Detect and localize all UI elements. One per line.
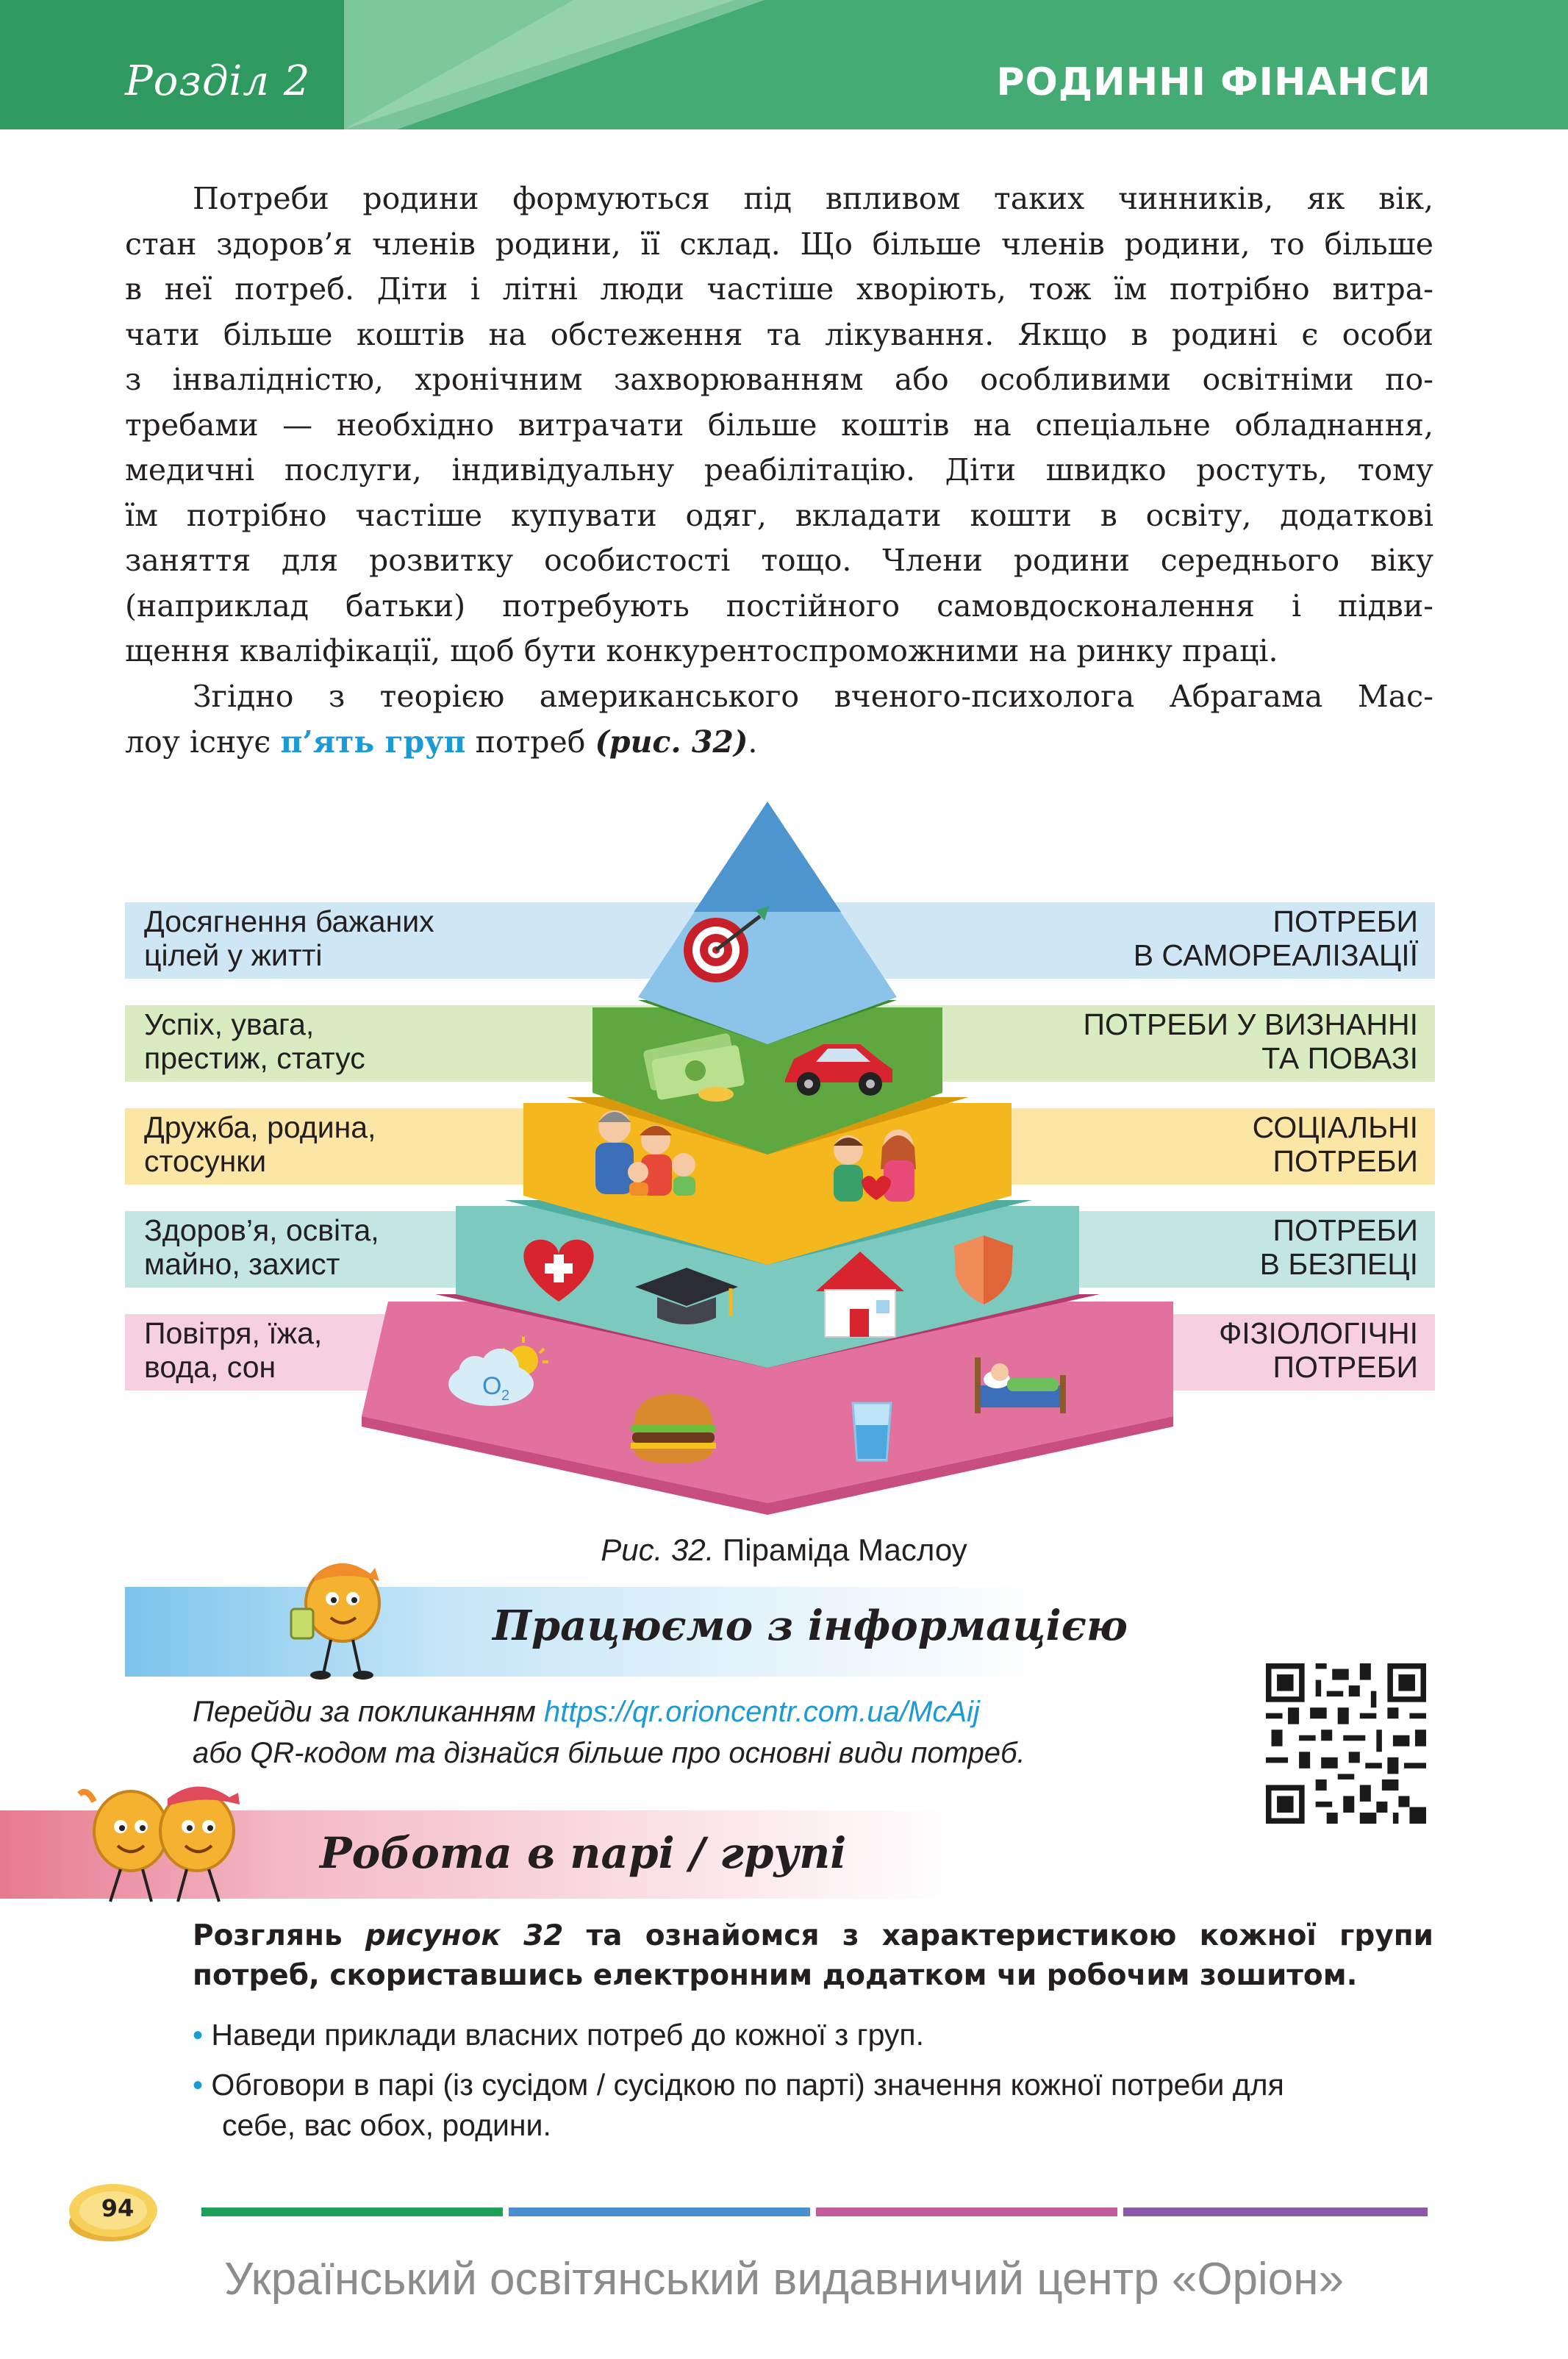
level-left-label: Досягнення бажаних цілей у житті bbox=[144, 904, 434, 972]
info-link[interactable]: https://qr.orioncentr.com.ua/McAij bbox=[543, 1696, 980, 1728]
bullet-item: • Наведи приклади власних потреб до кожної з груп. bbox=[193, 2018, 925, 2052]
level-left-label: Успіх, увага, престиж, статус bbox=[144, 1007, 365, 1075]
publisher-name: Український освітянський видавничий центр «Оріон» bbox=[223, 2254, 1345, 2305]
text-line: їм потрібно частіше купувати одяг, вкладати кошти в освіту, додаткові bbox=[125, 497, 1433, 533]
paragraph-needs-factors bbox=[125, 176, 1433, 674]
bullet-item: • Обговори в парі (із сусідом / сусідкою по парті) значення кожної потреби для себе, вас обох, родини. bbox=[193, 2068, 1284, 2142]
text-line: Потреби родини формуються під впливом таких чинників, як вік, bbox=[193, 181, 1433, 216]
highlight-five-groups: п’ять груп bbox=[280, 724, 466, 760]
text-line: медичні послуги, індивідуальну реабілітацію. Діти швидко ростуть, тому bbox=[125, 452, 1433, 488]
level-right-label: ФІЗІОЛОГІЧНІ ПОТРЕБИ bbox=[1219, 1316, 1418, 1384]
figure-caption: Рис. 32. Піраміда Маслоу bbox=[601, 1532, 967, 1567]
water-glass-icon bbox=[853, 1403, 891, 1460]
text-line: Згідно з теорією американського вченого-психолога Абрагама Мас- bbox=[193, 679, 1433, 714]
svg-text:2: 2 bbox=[501, 1388, 510, 1404]
text-line: чати більше коштів на обстеження та лікування. Якщо в родині є особи bbox=[125, 316, 1433, 352]
task-line: потреб, скориставшись електронним додатком чи робочим зошитом. bbox=[193, 1959, 1358, 1992]
svg-text:O: O bbox=[482, 1372, 502, 1400]
level-right-label: ПОТРЕБИ В БЕЗПЕЦІ bbox=[1259, 1213, 1418, 1281]
bullet-dot-icon: • bbox=[193, 2019, 204, 2052]
task-line: Розглянь рисунок 32 та ознайомся з характеристикою кожної групи bbox=[193, 1919, 1434, 1952]
paragraph-maslow bbox=[125, 674, 1433, 765]
coins-pair-mascot-icon bbox=[72, 1772, 263, 1912]
level-right-label: ПОТРЕБИ В САМОРЕАЛІЗАЦІЇ bbox=[1133, 904, 1418, 972]
text-line: заняття для розвитку особистості тощо. Члени родини середнього віку bbox=[125, 543, 1433, 578]
level-left-label: Дружба, родина, стосунки bbox=[144, 1110, 376, 1178]
level-right-label: ПОТРЕБИ У ВИЗНАННІ ТА ПОВАЗІ bbox=[1083, 1007, 1418, 1075]
bullet-dot-icon: • bbox=[193, 2069, 204, 2102]
page-number: 94 bbox=[101, 2194, 135, 2222]
text-line: щення кваліфікації, щоб бути конкурентоспроможними на ринку праці. bbox=[125, 633, 1278, 668]
burger-icon bbox=[631, 1394, 716, 1463]
figure-reference: рисунок 32 bbox=[365, 1919, 564, 1952]
level-left-label: Повітря, їжа, вода, сон bbox=[144, 1316, 323, 1384]
coin-mascot-icon bbox=[279, 1552, 397, 1684]
footer-color-bar bbox=[201, 2208, 1428, 2216]
text-line: (наприклад батьки) потребують постійного самовдосконалення і підви- bbox=[125, 588, 1433, 624]
chapter-title: РОДИННІ ФІНАНСИ bbox=[996, 60, 1431, 104]
section-label: Розділ 2 bbox=[125, 57, 311, 105]
level-right-label: СОЦІАЛЬНІ ПОТРЕБИ bbox=[1252, 1110, 1418, 1178]
figure-reference: (рис. 32) bbox=[595, 724, 748, 760]
info-block-title: Працюємо з інформацією bbox=[493, 1602, 1128, 1650]
qr-code-icon[interactable] bbox=[1266, 1663, 1426, 1824]
pyramid-apex bbox=[694, 802, 841, 912]
level-left-label: Здоров’я, освіта, майно, захист bbox=[144, 1213, 379, 1281]
pair-work-title: Робота в парі / групі bbox=[320, 1828, 847, 1878]
info-block-text: Перейди за покликанням https://qr.orioncentr.com.ua/McAij або QR-кодом та дізнайся більше про основні види потреб. bbox=[193, 1696, 1025, 1769]
text-line: лоу існує п’ять груп потреб (рис. 32). bbox=[125, 724, 758, 760]
text-line: стан здоров’я членів родини, її склад. Що більше членів родини, то більше bbox=[125, 226, 1433, 262]
text-line: требами — необхідно витрачати більше коштів на спеціальне обладнання, bbox=[125, 407, 1433, 443]
task-instruction bbox=[193, 1916, 1433, 1996]
text-line: з інвалідністю, хронічним захворюванням або особливими освітніми по- bbox=[125, 362, 1433, 397]
text-line: в неї потреб. Діти і літні люди частіше хворіють, тож їм потрібно витра- bbox=[125, 271, 1433, 307]
